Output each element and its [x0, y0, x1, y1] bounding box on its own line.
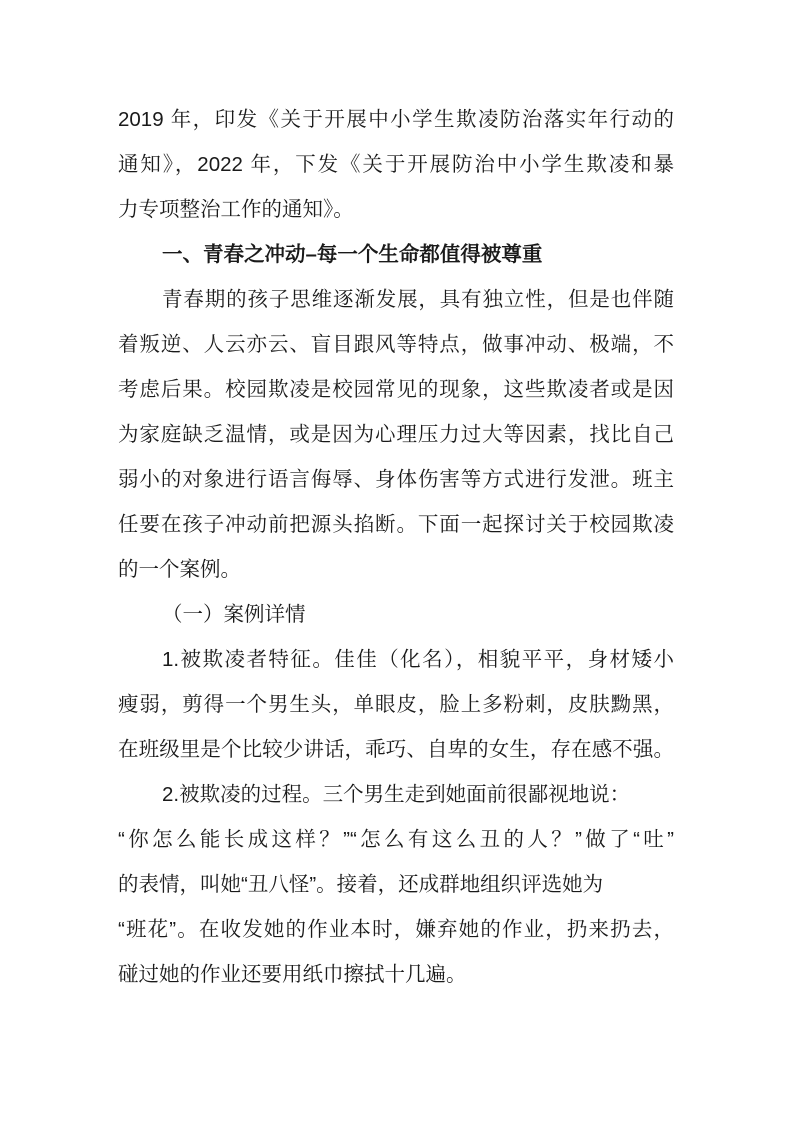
paragraph-bullying-process — [118, 772, 674, 997]
text-line: 的表情，叫她“丑八怪”。接着，还成群地组织评选她为 — [118, 873, 604, 896]
text-line: 青春期的孩子思维逐渐发展，具有独立性，但是也伴随 — [162, 288, 674, 311]
paragraph-adolescence-and-bullying — [118, 277, 674, 592]
text-line: 为家庭缺乏温情，或是因为心理压力过大等因素，找比自己 — [118, 423, 674, 446]
subheading-case-details — [118, 592, 674, 637]
text-line: 一、青春之冲动–每一个生命都值得被尊重 — [162, 243, 543, 266]
text-line: （一）案例详情 — [162, 603, 306, 626]
text-line: 任要在孩子冲动前把源头掐断。下面一起探讨关于校园欺凌 — [118, 513, 674, 536]
text-line: 通知》，2022 年，下发《关于开展防治中小学生欺凌和暴 — [118, 153, 674, 176]
document-body — [118, 97, 674, 997]
text-line: 2019 年，印发《关于开展中小学生欺凌防治落实年行动的 — [118, 108, 674, 131]
text-line: 的一个案例。 — [118, 558, 241, 581]
text-line: 力专项整治工作的通知》。 — [118, 198, 354, 221]
text-line: “你怎么能长成这样？”“怎么有这么丑的人？”做了“吐” — [118, 828, 674, 851]
heading-youth-impulse — [118, 232, 674, 277]
text-line: 1.被欺凌者特征。佳佳（化名），相貌平平，身材矮小 — [162, 648, 674, 671]
text-line: 考虑后果。校园欺凌是校园常见的现象，这些欺凌者或是因 — [118, 378, 674, 401]
text-line: 弱小的对象进行语言侮辱、身体伤害等方式进行发泄。班主 — [118, 468, 674, 491]
text-line: 在班级里是个比较少讲话，乖巧、自卑的女生，存在感不强。 — [118, 738, 674, 761]
text-line: “班花”。在收发她的作业本时，嫌弃她的作业，扔来扔去， — [118, 918, 674, 941]
text-line: 2.被欺凌的过程。三个男生走到她面前很鄙视地说： — [162, 783, 631, 806]
text-line: 瘦弱，剪得一个男生头，单眼皮，脸上多粉刺，皮肤黝黑， — [118, 693, 674, 716]
text-line: 碰过她的作业还要用纸巾擦拭十几遍。 — [118, 963, 467, 986]
text-line: 着叛逆、人云亦云、盲目跟风等特点，做事冲动、极端，不 — [118, 333, 674, 356]
paragraph-policy-notices — [118, 97, 674, 232]
paragraph-victim-characteristics — [118, 637, 674, 772]
